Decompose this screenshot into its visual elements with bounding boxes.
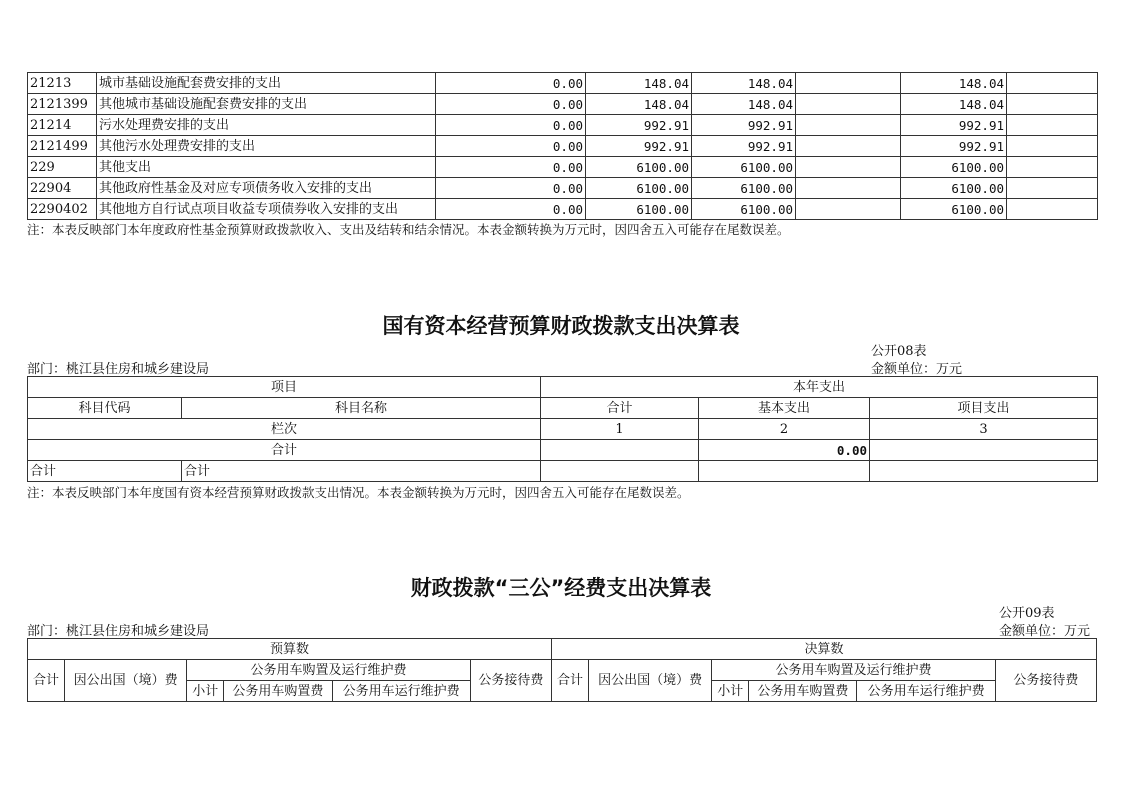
fund-budget-table bbox=[27, 72, 1098, 220]
amount-cell: 6100.00 bbox=[586, 199, 692, 220]
subject-code: 22904 bbox=[28, 178, 97, 199]
state-capital-form-number: 公开08表 bbox=[871, 344, 927, 359]
row-project bbox=[870, 461, 1098, 482]
budget-car-subtotal: 小计 bbox=[187, 681, 224, 702]
amount-cell bbox=[796, 73, 901, 94]
state-capital-table bbox=[27, 376, 1098, 482]
subject-name: 其他政府性基金及对应专项债务收入安排的支出 bbox=[97, 178, 436, 199]
amount-cell bbox=[1007, 199, 1098, 220]
total-row-label: 合计 bbox=[28, 440, 541, 461]
table-row bbox=[28, 157, 1098, 178]
amount-cell: 992.91 bbox=[586, 136, 692, 157]
subject-code: 2121399 bbox=[28, 94, 97, 115]
total-basic-value: 0.00 bbox=[699, 440, 870, 461]
amount-cell: 148.04 bbox=[586, 94, 692, 115]
budget-car-buy: 公务用车购置费 bbox=[224, 681, 332, 702]
final-total: 合计 bbox=[551, 660, 588, 702]
amount-cell bbox=[1007, 157, 1098, 178]
subject-name: 其他城市基础设施配套费安排的支出 bbox=[97, 94, 436, 115]
table-row bbox=[28, 178, 1098, 199]
state-capital-title: 国有资本经营预算财政拨款支出决算表 bbox=[382, 314, 740, 338]
amount-cell bbox=[796, 178, 901, 199]
amount-cell: 148.04 bbox=[586, 73, 692, 94]
row-name: 合计 bbox=[182, 461, 541, 482]
final-reception: 公务接待费 bbox=[995, 660, 1096, 702]
amount-cell: 0.00 bbox=[436, 157, 586, 178]
amount-cell bbox=[1007, 115, 1098, 136]
subject-code: 2121499 bbox=[28, 136, 97, 157]
header-budget: 预算数 bbox=[28, 639, 552, 660]
row-basic bbox=[699, 461, 870, 482]
amount-cell: 0.00 bbox=[436, 94, 586, 115]
budget-car-run: 公务用车运行维护费 bbox=[332, 681, 470, 702]
amount-cell bbox=[796, 136, 901, 157]
amount-cell: 992.91 bbox=[901, 115, 1007, 136]
amount-cell bbox=[796, 115, 901, 136]
header-project-expense: 项目支出 bbox=[870, 398, 1098, 419]
table-row bbox=[28, 115, 1098, 136]
amount-cell bbox=[1007, 73, 1098, 94]
amount-cell: 6100.00 bbox=[586, 178, 692, 199]
amount-cell: 6100.00 bbox=[692, 199, 796, 220]
header-total: 合计 bbox=[541, 398, 699, 419]
subject-code: 2290402 bbox=[28, 199, 97, 220]
subject-name: 污水处理费安排的支出 bbox=[97, 115, 436, 136]
amount-cell bbox=[1007, 178, 1098, 199]
final-abroad: 因公出国（境）费 bbox=[589, 660, 712, 702]
column-3: 3 bbox=[870, 419, 1098, 440]
amount-cell: 6100.00 bbox=[692, 157, 796, 178]
budget-reception: 公务接待费 bbox=[470, 660, 551, 702]
state-capital-department: 部门：桃江县住房和城乡建设局 bbox=[27, 362, 210, 377]
total-cell bbox=[541, 440, 699, 461]
subject-name: 其他支出 bbox=[97, 157, 436, 178]
amount-cell: 6100.00 bbox=[901, 199, 1007, 220]
final-car-buy: 公务用车购置费 bbox=[749, 681, 857, 702]
state-capital-unit: 金额单位：万元 bbox=[871, 362, 963, 377]
three-public-department: 部门：桃江县住房和城乡建设局 bbox=[27, 624, 210, 639]
amount-cell: 6100.00 bbox=[692, 178, 796, 199]
amount-cell: 992.91 bbox=[692, 115, 796, 136]
subject-name: 城市基础设施配套费安排的支出 bbox=[97, 73, 436, 94]
row-code: 合计 bbox=[28, 461, 182, 482]
amount-cell: 992.91 bbox=[586, 115, 692, 136]
amount-cell: 0.00 bbox=[436, 115, 586, 136]
subject-code: 21214 bbox=[28, 115, 97, 136]
three-public-form-number: 公开09表 bbox=[999, 606, 1055, 621]
amount-cell: 0.00 bbox=[436, 178, 586, 199]
table-row bbox=[28, 136, 1098, 157]
final-car: 公务用车购置及运行维护费 bbox=[712, 660, 995, 681]
table-row bbox=[28, 73, 1098, 94]
state-capital-note: 注：本表反映部门本年度国有资本经营预算财政拨款支出情况。本表金额转换为万元时，因四舍五入可能存在尾数误差。 bbox=[27, 485, 690, 500]
amount-cell bbox=[796, 199, 901, 220]
amount-cell: 6100.00 bbox=[586, 157, 692, 178]
subject-name: 其他地方自行试点项目收益专项债券收入安排的支出 bbox=[97, 199, 436, 220]
amount-cell: 6100.00 bbox=[901, 157, 1007, 178]
amount-cell: 0.00 bbox=[436, 73, 586, 94]
fund-table-note: 注：本表反映部门本年度政府性基金预算财政拨款收入、支出及结转和结余情况。本表金额转换为万元时，因四舍五入可能存在尾数误差。 bbox=[27, 222, 790, 237]
amount-cell: 0.00 bbox=[436, 136, 586, 157]
three-public-unit: 金额单位：万元 bbox=[999, 624, 1091, 639]
final-car-subtotal: 小计 bbox=[712, 681, 749, 702]
row-total bbox=[541, 461, 699, 482]
header-final: 决算数 bbox=[551, 639, 1096, 660]
three-public-title: 财政拨款“三公”经费支出决算表 bbox=[410, 576, 712, 600]
column-1: 1 bbox=[541, 419, 699, 440]
amount-cell: 148.04 bbox=[901, 73, 1007, 94]
column-2: 2 bbox=[699, 419, 870, 440]
header-item: 项目 bbox=[28, 377, 541, 398]
amount-cell bbox=[796, 94, 901, 115]
amount-cell bbox=[1007, 136, 1098, 157]
table-row bbox=[28, 94, 1098, 115]
budget-total: 合计 bbox=[28, 660, 65, 702]
amount-cell: 148.04 bbox=[901, 94, 1007, 115]
budget-abroad: 因公出国（境）费 bbox=[65, 660, 187, 702]
amount-cell: 6100.00 bbox=[901, 178, 1007, 199]
subject-code: 21213 bbox=[28, 73, 97, 94]
amount-cell bbox=[1007, 94, 1098, 115]
header-year-expense: 本年支出 bbox=[541, 377, 1098, 398]
amount-cell: 992.91 bbox=[901, 136, 1007, 157]
column-label: 栏次 bbox=[28, 419, 541, 440]
budget-car: 公务用车购置及运行维护费 bbox=[187, 660, 470, 681]
amount-cell: 0.00 bbox=[436, 199, 586, 220]
amount-cell: 148.04 bbox=[692, 73, 796, 94]
three-public-table bbox=[27, 638, 1097, 702]
final-car-run: 公务用车运行维护费 bbox=[857, 681, 995, 702]
header-subject-code: 科目代码 bbox=[28, 398, 182, 419]
subject-code: 229 bbox=[28, 157, 97, 178]
amount-cell: 148.04 bbox=[692, 94, 796, 115]
subject-name: 其他污水处理费安排的支出 bbox=[97, 136, 436, 157]
header-basic-expense: 基本支出 bbox=[699, 398, 870, 419]
amount-cell bbox=[796, 157, 901, 178]
header-subject-name: 科目名称 bbox=[182, 398, 541, 419]
total-project-cell bbox=[870, 440, 1098, 461]
table-row bbox=[28, 199, 1098, 220]
amount-cell: 992.91 bbox=[692, 136, 796, 157]
